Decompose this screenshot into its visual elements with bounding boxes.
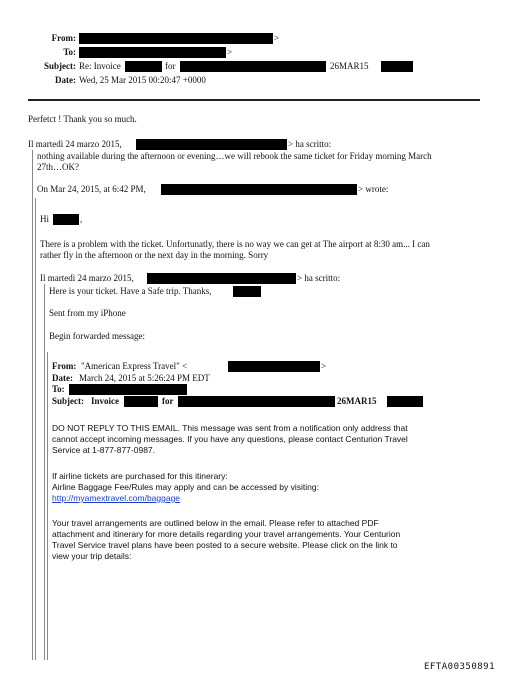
notice-line2: cannot accept incoming messages. If you have any questions, please contact Centurion Travel: [52, 434, 408, 444]
fwd-subject-label: Subject:: [52, 396, 84, 406]
quote1-attribution-prefix: Il martedì 24 marzo 2015,: [28, 139, 122, 149]
fwd-from-label: From:: [52, 361, 77, 371]
notice-line3: Service at 1-877-877-0987.: [52, 445, 156, 455]
document-id: EFTA00350891: [424, 662, 496, 672]
notice-line1: DO NOT REPLY TO THIS EMAIL. This message was sent from a notification only address that: [52, 423, 408, 433]
subject-prefix: Re: Invoice: [79, 61, 121, 71]
problem-line1: There is a problem with the ticket. Unfortunatly, there is no way we can get at The airport at 8:30 am... I can: [40, 239, 430, 249]
quote-bar-level4: [47, 352, 48, 660]
subject-label: Subject:: [44, 61, 76, 71]
fwd-subject-code: 26MAR15: [337, 396, 377, 406]
quote1-line1: nothing available during the afternoon or evening…we will rebook the same ticket for Friday morning March: [37, 151, 432, 161]
fwd-subject-prefix: Invoice: [91, 396, 119, 406]
quote2-attribution-suffix: > wrote:: [358, 184, 389, 194]
fwd-from-tail: >: [321, 361, 327, 371]
arrange-line1: Your travel arrangements are outlined below in the email. Please refer to attached PDF: [52, 518, 379, 528]
from-label: From:: [51, 33, 76, 43]
redacted-subject-tail: [381, 61, 413, 72]
subject-for: for: [165, 61, 176, 71]
redacted-fwd-to: [69, 384, 187, 395]
greeting-comma: ,: [80, 214, 83, 224]
redacted-subject-name: [180, 61, 326, 72]
airline-line2: Airline Baggage Fee/Rules may apply and can be accessed by visiting:: [52, 482, 319, 492]
fwd-subject-for: for: [162, 396, 174, 406]
begin-forwarded: Begin forwarded message:: [49, 331, 145, 341]
redacted-from: [79, 33, 273, 44]
redacted-to: [79, 47, 226, 58]
to-label: To:: [63, 47, 76, 57]
quote1-line2: 27th…OK?: [37, 162, 79, 172]
quote-bar-level3: [44, 284, 45, 660]
reply-text: Perfetct ! Thank you so much.: [28, 114, 137, 124]
redacted-invoice-number: [125, 61, 162, 72]
redacted-fwd-subject-name: [178, 396, 335, 407]
quote3-attribution-prefix: Il martedì 24 marzo 2015,: [40, 273, 134, 283]
arrange-line3: Travel Service travel plans have been posted to a secure website. Please click on the link to: [52, 540, 398, 550]
redacted-quote3-sender: [147, 273, 296, 284]
fwd-from-value: "American Express Travel" <: [81, 361, 188, 371]
date-label: Date:: [55, 75, 76, 85]
fwd-date-label: Date:: [52, 373, 73, 383]
quote-bar-level2: [35, 198, 36, 660]
sent-from: Sent from my iPhone: [49, 308, 126, 318]
airline-line1: If airline tickets are purchased for this itinerary:: [52, 471, 228, 481]
baggage-link[interactable]: http://myamextravel.com/baggage: [52, 493, 181, 503]
redacted-greeting-name: [53, 214, 79, 225]
redacted-ticket-signature: [233, 286, 261, 297]
quote3-attribution-suffix: > ha scritto:: [297, 273, 341, 283]
fwd-date-value: March 24, 2015 at 5:26:24 PM EDT: [79, 373, 210, 383]
from-tail: >: [274, 33, 280, 43]
subject-code: 26MAR15: [330, 61, 369, 71]
greeting: Hi: [40, 214, 49, 224]
redacted-quote2-sender: [161, 184, 357, 195]
date-value: Wed, 25 Mar 2015 00:20:47 +0000: [79, 75, 206, 85]
to-tail: >: [227, 47, 233, 57]
arrange-line4: view your trip details:: [52, 551, 132, 561]
quote1-attribution-suffix: > ha scritto:: [288, 139, 332, 149]
arrange-line2: attachment and itinerary for more details regarding your travel arrangements. Your Centurion: [52, 529, 401, 539]
redacted-fwd-subject-tail: [387, 396, 423, 407]
header-divider: [28, 99, 480, 101]
quote2-attribution-prefix: On Mar 24, 2015, at 6:42 PM,: [37, 184, 146, 194]
quote-bar-level1: [32, 150, 33, 660]
ticket-line: Here is your ticket. Have a Safe trip. Thanks,: [49, 286, 212, 296]
problem-line2: rather fly in the afternoon or the next day in the morning. Sorry: [40, 250, 269, 260]
fwd-to-label: To:: [52, 384, 65, 394]
redacted-fwd-invoice-number: [124, 396, 158, 407]
redacted-fwd-from: [228, 361, 320, 372]
redacted-quote1-sender: [136, 139, 287, 150]
